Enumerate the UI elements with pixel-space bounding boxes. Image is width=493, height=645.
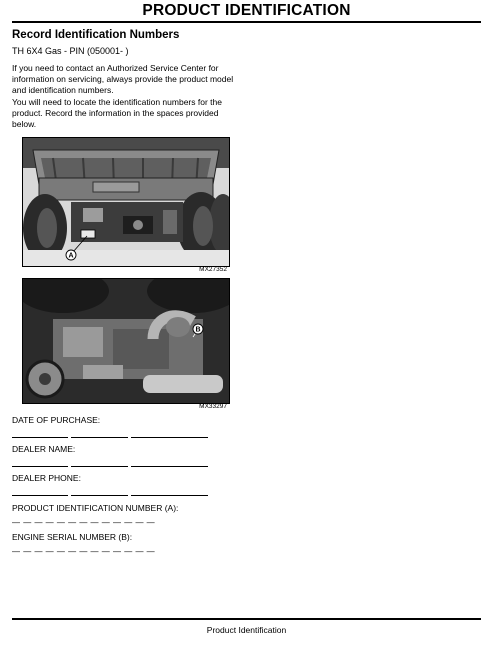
instruction-paragraph: You will need to locate the identification numbers for the product. Record the information in the spaces provided below.	[12, 97, 222, 129]
footer-divider	[12, 618, 481, 620]
page-header	[12, 1, 481, 23]
pin-entry-dashes[interactable]: — — — — — — — — — — — — —	[12, 518, 156, 527]
date-of-purchase-label: DATE OF PURCHASE:	[12, 415, 101, 425]
engine-serial-label: ENGINE SERIAL NUMBER (B):	[12, 532, 133, 542]
callout-a: A	[68, 252, 74, 260]
dealer-phone-line[interactable]	[12, 495, 208, 496]
engine-compartment-photo	[22, 278, 230, 404]
dealer-name-line[interactable]	[12, 466, 208, 467]
page-title: PRODUCT IDENTIFICATION	[142, 2, 351, 19]
figure-caption: MX33297	[199, 403, 227, 410]
date-of-purchase-line[interactable]	[12, 437, 208, 438]
section-title: Record Identification Numbers	[12, 29, 180, 41]
intro-paragraph: If you need to contact an Authorized Service Center for information on servicing, always provide the product model and identification numbers.	[12, 63, 234, 95]
dealer-phone-label: DEALER PHONE:	[12, 473, 81, 483]
callout-b: B	[195, 326, 201, 334]
engine-serial-entry-dashes[interactable]: — — — — — — — — — — — — —	[12, 547, 156, 556]
model-pin-range: TH 6X4 Gas - PIN (050001- )	[12, 46, 129, 56]
figure-caption: MX27352	[199, 266, 227, 273]
pin-label: PRODUCT IDENTIFICATION NUMBER (A):	[12, 503, 179, 513]
vehicle-rear-photo	[22, 137, 230, 267]
page-footer: Product Identification	[206, 625, 287, 635]
dealer-name-label: DEALER NAME:	[12, 444, 76, 454]
